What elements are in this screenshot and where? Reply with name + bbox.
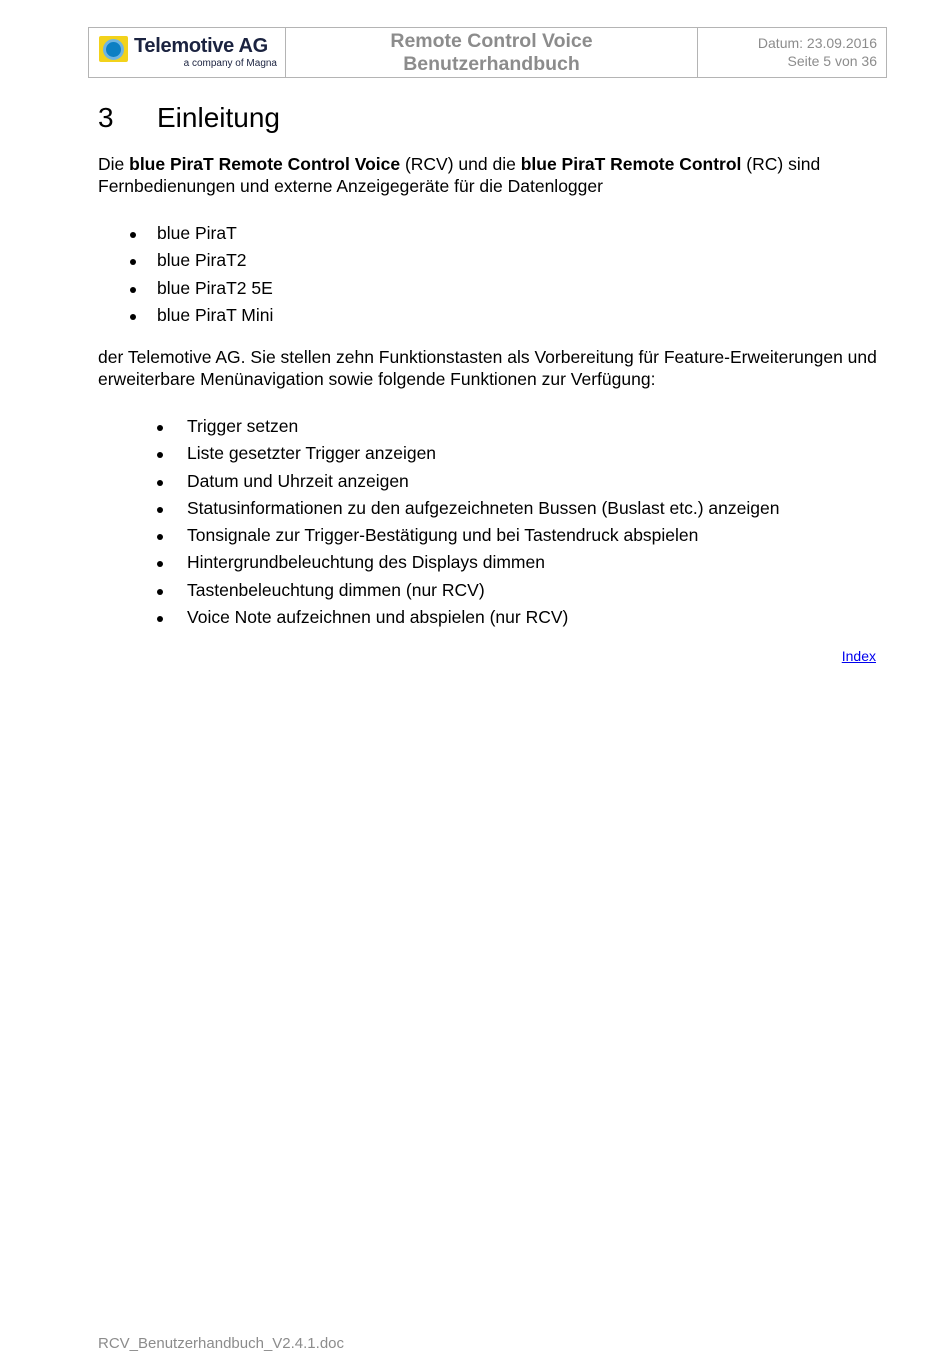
company-subtitle: a company of Magna — [183, 58, 277, 69]
list-item — [187, 607, 779, 634]
company-name: Telemotive AG — [134, 35, 268, 57]
list-item-text: Trigger setzen — [187, 416, 299, 436]
list-item — [187, 416, 779, 443]
list-item — [187, 552, 779, 579]
list-item — [187, 443, 779, 470]
bullet-icon — [130, 314, 136, 320]
list-item-text: Tonsignale zur Trigger-Bestätigung und bei Tastendruck abspielen — [187, 525, 699, 546]
list-item-text: blue PiraT2 — [157, 250, 247, 271]
list-item-text: Tastenbeleuchtung dimmen (nur RCV) — [187, 579, 485, 600]
intro-text-1: Die — [98, 154, 130, 174]
bullet-icon — [130, 259, 136, 265]
footer-filename: RCV_Benutzerhandbuch_V2.4.1.doc — [98, 1335, 345, 1352]
list-item-text: Statusinformationen zu den aufgezeichneten Bussen (Buslast etc.) anzeigen — [187, 497, 780, 518]
company-logo — [89, 28, 286, 77]
chapter-title: Einleitung — [157, 102, 280, 133]
list-item — [157, 223, 273, 250]
bullet-icon — [157, 452, 163, 458]
bullet-icon — [157, 561, 163, 567]
list-item — [187, 471, 779, 498]
bullet-icon — [157, 589, 163, 595]
bullet-icon — [130, 287, 136, 293]
telemotive-logo-icon — [99, 36, 128, 62]
list-item — [157, 250, 273, 277]
chapter-number: 3 — [98, 102, 114, 133]
list-item-text: Voice Note aufzeichnen und abspielen (nur RCV) — [187, 607, 569, 628]
intro-text-2: (RCV) und die — [400, 154, 521, 174]
list-item — [187, 580, 779, 607]
page-number: Seite 5 von 36 — [787, 53, 877, 69]
intro-paragraph — [98, 154, 888, 197]
intro-product-rcv: blue PiraT Remote Control Voice — [129, 154, 401, 174]
document-date: Datum: 23.09.2016 — [757, 35, 877, 51]
functions-paragraph: der Telemotive AG. Sie stellen zehn Funktionstasten als Vorbereitung für Feature-Erweiterungen und erweiterbare Menünavigation sowie folgende Funktionen zur Verfügung: — [98, 347, 877, 389]
list-item — [187, 498, 779, 525]
list-item-text: Liste gesetzter Trigger anzeigen — [187, 443, 437, 464]
document-meta — [698, 28, 886, 77]
document-title — [286, 28, 698, 77]
index-link[interactable]: Index — [841, 648, 876, 664]
list-item — [157, 278, 273, 305]
document-title-line1: Remote Control Voice — [390, 30, 593, 52]
intro-product-rc: blue PiraT Remote Control — [520, 154, 742, 174]
bullet-icon — [157, 425, 163, 431]
bullet-icon — [157, 534, 163, 540]
list-item-text: blue PiraT2 5E — [157, 277, 273, 298]
list-item — [187, 525, 779, 552]
document-title-line2: Benutzerhandbuch — [403, 53, 580, 75]
bullet-icon — [157, 507, 163, 513]
list-item-text: Hintergrundbeleuchtung des Displays dimmen — [187, 552, 545, 573]
list-item-text: blue PiraT — [157, 223, 237, 243]
page-header — [88, 27, 887, 78]
chapter-heading — [98, 102, 280, 134]
intro-text-3: (RC) sind Fernbedienungen und externe Anzeigegeräte für die Datenlogger — [98, 154, 821, 196]
bullet-icon — [130, 232, 136, 238]
device-list — [157, 223, 273, 332]
list-item-text: blue PiraT Mini — [157, 304, 274, 325]
list-item-text: Datum und Uhrzeit anzeigen — [187, 470, 409, 491]
bullet-icon — [157, 616, 163, 622]
list-item — [157, 305, 273, 332]
function-list — [187, 416, 779, 634]
bullet-icon — [157, 480, 163, 486]
